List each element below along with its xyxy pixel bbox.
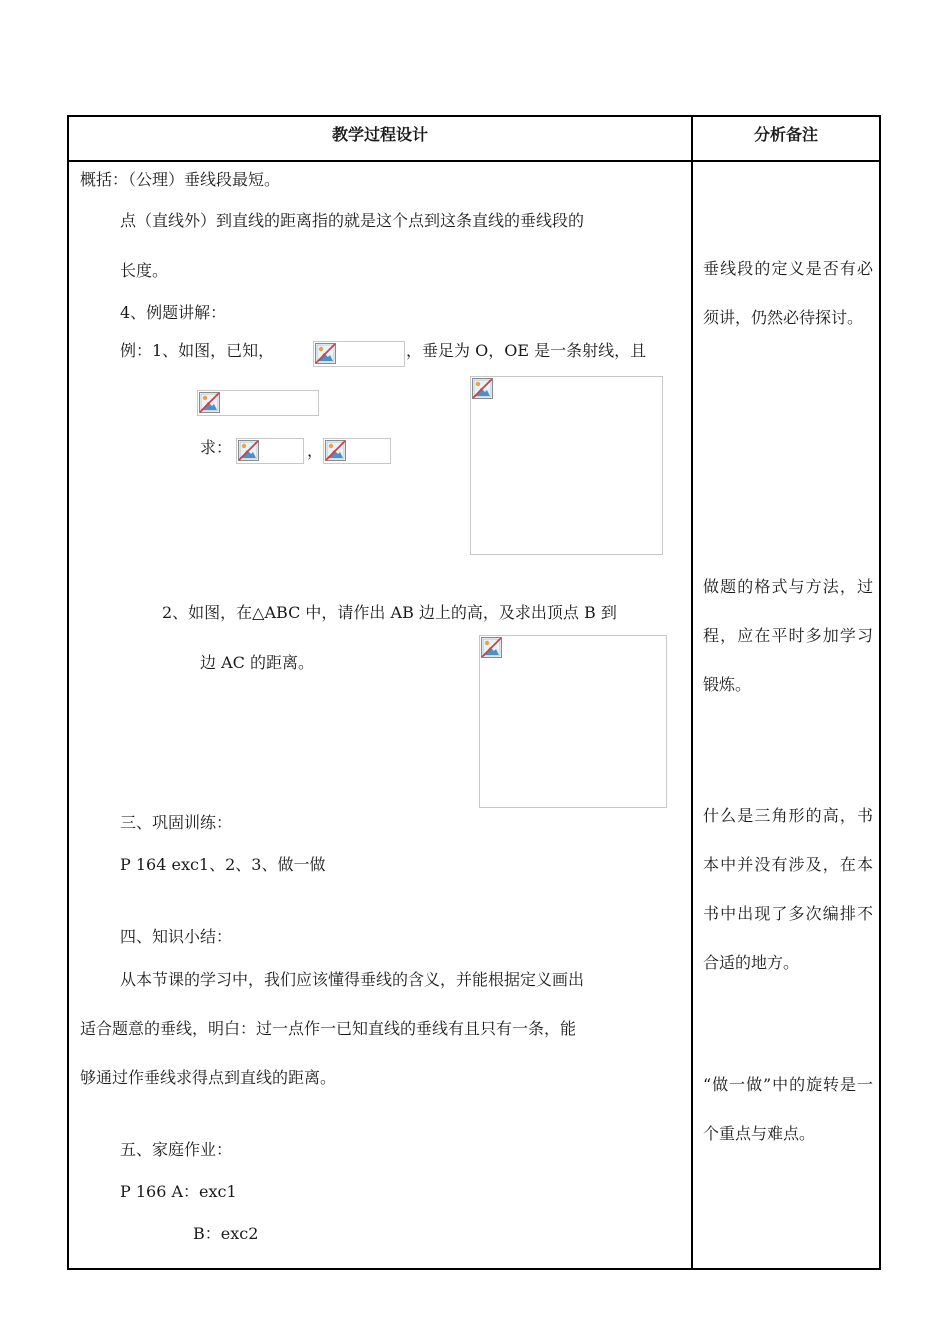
header-analysis-notes: 分析备注	[753, 125, 818, 144]
homework-b: B：exc2	[193, 1224, 259, 1243]
header-divider	[69, 160, 879, 162]
example1-ask-label: 求：	[200, 438, 233, 457]
section5-heading: 五、家庭作业：	[120, 1140, 233, 1159]
distance-definition-line1: 点（直线外）到直线的距离指的就是这个点到这条直线的垂线段的	[120, 211, 585, 230]
broken-image-icon	[315, 343, 336, 364]
section4-heading: 四、知识小结：	[120, 927, 233, 946]
formula-image-1	[313, 341, 405, 367]
example1-figure	[470, 376, 663, 555]
example1-comma: ，	[307, 441, 324, 460]
note-perpendicular-definition: 垂线段的定义是否有必须讲，仍然必待探讨。	[703, 259, 873, 327]
examples-heading: 4、例题讲解：	[120, 303, 227, 322]
distance-definition-line2: 长度。	[120, 261, 169, 280]
column-divider	[691, 117, 693, 1268]
formula-image-2	[197, 390, 319, 416]
formula-image-3	[236, 438, 304, 464]
example2-line2: 边 AC 的距离。	[200, 653, 314, 672]
note-format-method: 做题的格式与方法，过程，应在平时多加学习锻炼。	[703, 577, 873, 694]
homework-a: P 166 A：exc1	[120, 1182, 237, 1201]
summary-line: 概括：（公理）垂线段最短。	[80, 170, 281, 189]
section4-paragraph-line1: 从本节课的学习中，我们应该懂得垂线的含义，并能根据定义画出	[120, 970, 585, 989]
lesson-table	[67, 115, 881, 1270]
broken-image-icon	[238, 440, 259, 461]
example2-figure	[479, 635, 667, 808]
header-teaching-process: 教学过程设计	[331, 125, 428, 144]
section3-exercise-line: P 164 exc1、2、3、做一做	[120, 855, 326, 874]
note-triangle-height: 什么是三角形的高，书本中并没有涉及，在本书中出现了多次编排不合适的地方。	[703, 806, 873, 972]
broken-image-icon	[481, 637, 502, 658]
formula-image-4	[323, 438, 391, 464]
section4-paragraph-line2: 适合题意的垂线，明白：过一点作一已知直线的垂线有且只有一条，能	[80, 1019, 577, 1038]
broken-image-icon	[472, 378, 493, 399]
example1-prefix: 例：1、如图，已知，	[120, 341, 275, 360]
example2-line1: 2、如图，在△ABC 中，请作出 AB 边上的高，及求出顶点 B 到	[162, 603, 617, 622]
note-rotation: “做一做”中的旋转是一个重点与难点。	[703, 1075, 873, 1143]
section4-paragraph-line3: 够通过作垂线求得点到直线的距离。	[80, 1068, 337, 1087]
broken-image-icon	[199, 392, 220, 413]
section3-heading: 三、巩固训练：	[120, 813, 233, 832]
example1-suffix: ，垂足为 O，OE 是一条射线，且	[406, 341, 647, 360]
broken-image-icon	[325, 440, 346, 461]
